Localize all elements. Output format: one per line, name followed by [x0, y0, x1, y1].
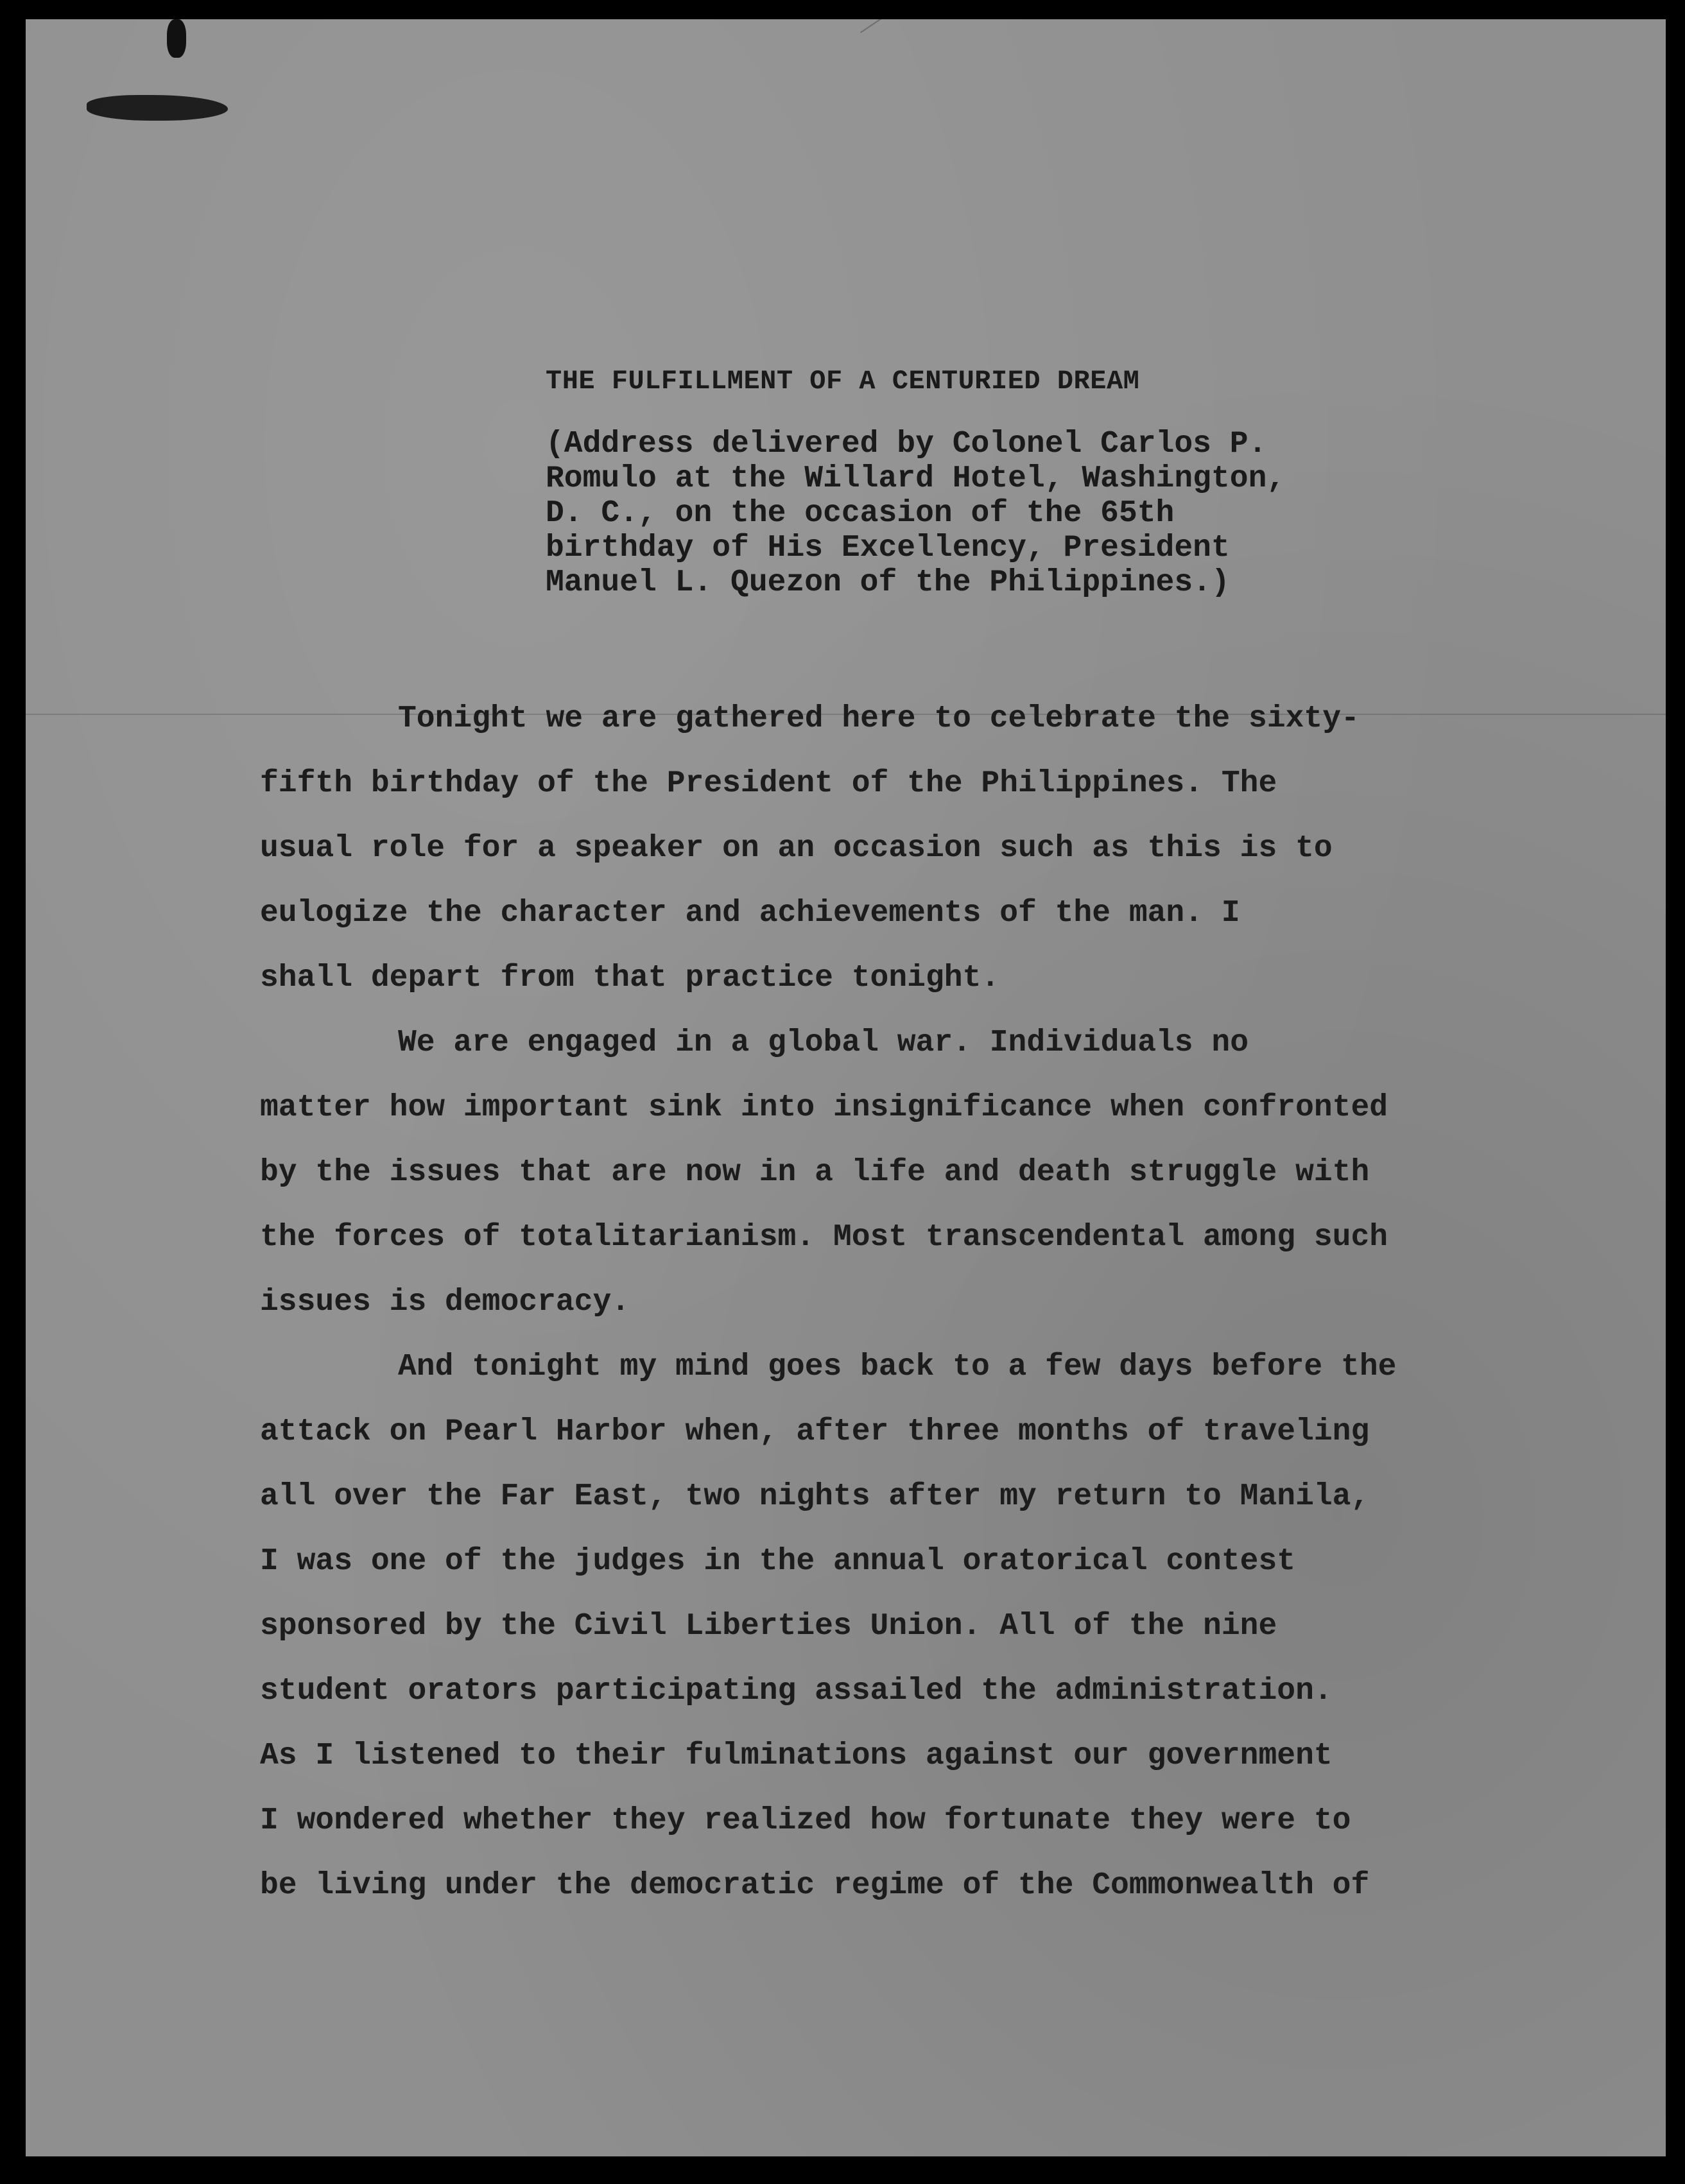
body-line: I was one of the judges in the annual oratorical contest — [260, 1544, 1296, 1579]
body-line: As I listened to their fulminations against our government — [260, 1739, 1333, 1773]
paper-crease — [860, 19, 1659, 33]
document-subtitle — [546, 427, 1285, 600]
body-line: student orators participating assailed the administration. — [260, 1674, 1333, 1708]
body-line: sponsored by the Civil Liberties Union. All of the nine — [260, 1609, 1277, 1644]
ink-smudge — [87, 95, 228, 121]
subtitle-line: Romulo at the Willard Hotel, Washington, — [546, 461, 1286, 496]
subtitle-line: (Address delivered by Colonel Carlos P. — [546, 427, 1267, 461]
body-line: Tonight we are gathered here to celebrate the sixty- — [398, 701, 1360, 736]
body-line: I wondered whether they realized how fortunate they were to — [260, 1803, 1351, 1838]
body-line: eulogize the character and achievements of the man. I — [260, 896, 1240, 931]
subtitle-line: birthday of His Excellency, President — [546, 531, 1230, 565]
body-line: matter how important sink into insignificance when confronted — [260, 1090, 1388, 1125]
subtitle-line: D. C., on the occasion of the 65th — [546, 496, 1175, 531]
body-line: attack on Pearl Harbor when, after three months of traveling — [260, 1414, 1370, 1449]
ink-mark — [167, 19, 186, 58]
document-title: THE FULFILLMENT OF A CENTURIED DREAM — [546, 366, 1140, 397]
body-line: by the issues that are now in a life and death struggle with — [260, 1155, 1370, 1190]
body-line: shall depart from that practice tonight. — [260, 961, 1000, 995]
document-page — [26, 19, 1666, 2156]
body-line: usual role for a speaker on an occasion such as this is to — [260, 831, 1333, 866]
body-line: And tonight my mind goes back to a few days before the — [398, 1350, 1397, 1384]
body-line: the forces of totalitarianism. Most transcendental among such — [260, 1220, 1388, 1255]
subtitle-line: Manuel L. Quezon of the Philippines.) — [546, 565, 1230, 600]
body-line: all over the Far East, two nights after my return to Manila, — [260, 1479, 1370, 1514]
body-line: We are engaged in a global war. Individuals no — [398, 1026, 1249, 1060]
body-line: fifth birthday of the President of the Philippines. The — [260, 766, 1277, 801]
body-line: issues is democracy. — [260, 1285, 630, 1320]
body-line: be living under the democratic regime of the Commonwealth of — [260, 1868, 1370, 1903]
document-body — [260, 687, 1396, 1918]
